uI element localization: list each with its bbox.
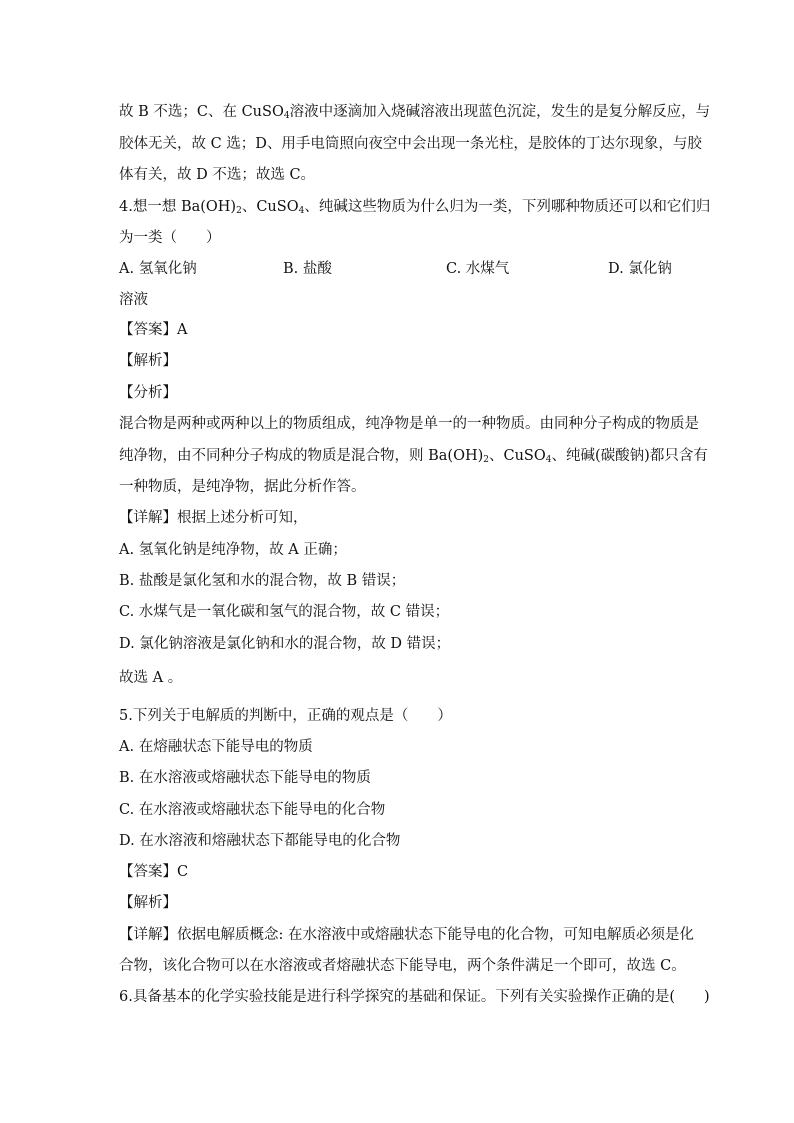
q4-answer: 【答案】A (119, 322, 188, 338)
q6-stem: 6.具备基本的化学实验技能是进行科学探究的基础和保证。下列有关实验操作正确的是( ) (119, 989, 710, 1005)
q5-detail-line-2: 合物，该化合物可以在水溶液或者熔融状态下能导电，两个条件满足一个即可，故选 C。 (119, 958, 686, 974)
subscript: 4 (283, 111, 290, 121)
q3-explain-line-1 (119, 102, 710, 122)
q4-fenxi-line-3: 一种物质，是纯净物，据此分析作答。 (119, 479, 366, 495)
subscript: 2 (236, 206, 242, 216)
q4-detail-c: C. 水煤气是一氧化碳和氢气的混合物，故 C 错误； (119, 604, 450, 620)
text-span: 、CuSO (489, 448, 546, 464)
q4-option-b: B. 盐酸 (283, 261, 332, 277)
text-span: 故 B 不选；C、在 CuSO (119, 104, 284, 120)
text-span: 纯净物，由不同种分子构成的物质是混合物，则 Ba(OH) (119, 448, 484, 464)
q4-analysis-label: 【解析】 (119, 353, 177, 369)
text-span: 、CuSO (241, 199, 299, 215)
text-span: 、纯碱(碳酸钠)都只含有 (551, 448, 708, 464)
q5-option-d: D. 在水溶液和熔融状态下都能导电的化合物 (119, 833, 401, 849)
q3-explain-line-2: 胶体无关，故 C 选；D、用手电筒照向夜空中会出现一条光柱，是胶体的丁达尔现象，与胶 (119, 136, 702, 152)
q4-fenxi-line-1: 混合物是两种或两种以上的物质组成，纯净物是单一的一种物质。由同种分子构成的物质是 (119, 416, 699, 432)
q4-stem-line-2: 为一类（ ） (119, 230, 221, 246)
q5-analysis-label: 【解析】 (119, 895, 177, 911)
q4-detail-line-1: 【详解】根据上述分析可知， (119, 510, 308, 526)
q4-fenxi-label: 【分析】 (119, 385, 177, 401)
q3-explain-line-3: 体有关，故 D 不选；故选 C。 (119, 167, 316, 183)
q4-fenxi-line-2 (119, 446, 708, 466)
text-span: 溶液中逐滴加入烧碱溶液出现蓝色沉淀，发生的是复分解反应，与 (289, 104, 711, 120)
q4-detail-b: B. 盐酸是氯化氢和水的混合物，故 B 错误； (119, 573, 406, 589)
subscript: 4 (298, 206, 305, 216)
q4-option-c: C. 水煤气 (446, 261, 510, 277)
q4-option-a: A. 氢氧化钠 (119, 261, 197, 277)
q4-option-d-wrap: 溶液 (119, 292, 148, 308)
q5-answer: 【答案】C (119, 864, 189, 880)
q4-stem-line-1 (119, 197, 710, 217)
q4-conclusion: 故选 A 。 (119, 670, 183, 686)
text-span: 4.想一想 Ba(OH) (119, 199, 237, 215)
text-span: 、纯碱这些物质为什么归为一类，下列哪种物质还可以和它们归 (304, 199, 711, 215)
q5-stem: 5.下列关于电解质的判断中，正确的观点是（ ） (119, 708, 452, 724)
q5-detail-line-1: 【详解】依据电解质概念: 在水溶液中或熔融状态下能导电的化合物，可知电解质必须是化 (119, 927, 694, 943)
q5-option-c: C. 在水溶液或熔融状态下能导电的化合物 (119, 802, 386, 818)
subscript: 4 (545, 455, 552, 465)
q4-detail-a: A. 氢氧化钠是纯净物，故 A 正确； (119, 542, 347, 558)
q5-option-b: B. 在水溶液或熔融状态下能导电的物质 (119, 770, 371, 786)
q4-detail-d: D. 氯化钠溶液是氯化钠和水的混合物，故 D 错误； (119, 636, 451, 652)
q5-option-a: A. 在熔融状态下能导电的物质 (119, 739, 313, 755)
subscript: 2 (483, 455, 489, 465)
q4-option-d: D. 氯化钠 (608, 261, 672, 277)
